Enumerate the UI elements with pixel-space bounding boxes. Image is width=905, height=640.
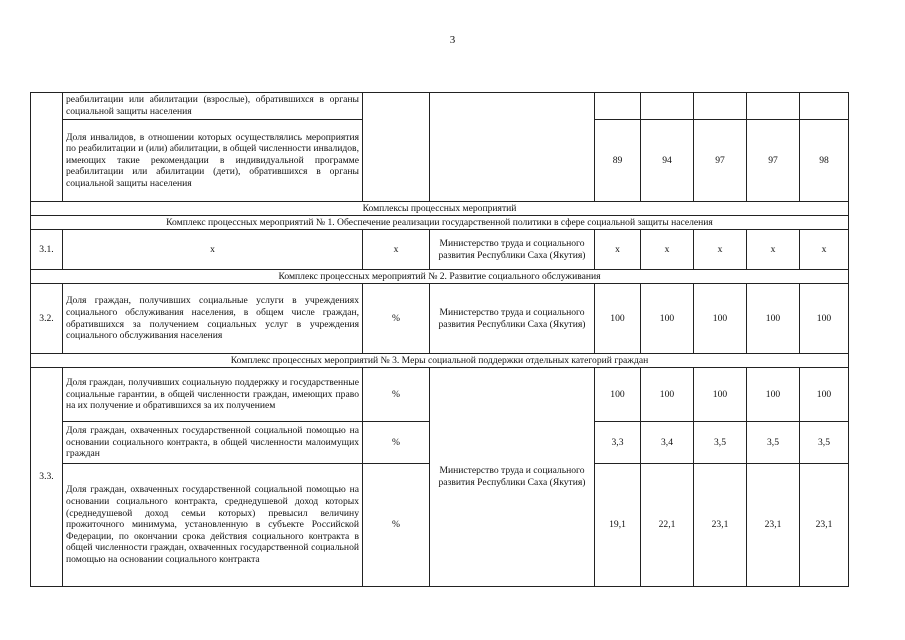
row-number-cell: 3.3. (31, 368, 63, 587)
unit-cell: % (363, 368, 430, 422)
indicator-cell: Доля граждан, получивших социальные услуги в учреждениях социального обслуживания населения, в общем числе граждан, обратившихся за получением социальных услуг в учреждения социального обслуживания населения (63, 284, 363, 354)
value-cell: 97 (747, 120, 800, 202)
value-cell: 23,1 (747, 464, 800, 587)
value-cell (641, 93, 694, 120)
indicator-cell: Доля граждан, охваченных государственной социальной помощью на основании социального контракта, в общей численности малоимущих граждан (63, 422, 363, 464)
responsible-cell: Министерство труда и социального развития Республики Саха (Якутия) (430, 284, 595, 354)
page-number: 3 (449, 34, 456, 46)
row-number-cell: 3.2. (31, 284, 63, 354)
indicators-table (30, 92, 849, 587)
unit-cell: % (363, 284, 430, 354)
unit-cell (363, 93, 430, 202)
unit-cell: % (363, 464, 430, 587)
row-number-cell: 3.1. (31, 230, 63, 270)
indicator-cell: реабилитации или абилитации (взрослые), обратившихся в органы социальной защиты населения (63, 93, 363, 120)
indicator-cell: Доля граждан, охваченных государственной социальной помощью на основании социального контракта, среднедушевой доход которых (среднедушевой доход семьи которых) превысил величину прожиточного минимума, установленную в субъекте Российской Федерации, по окончании срока действия социального контракта в общей численности граждан, охваченных государственной социальной помощью на основании социального контракта (63, 464, 363, 587)
value-cell: 3,5 (694, 422, 747, 464)
complex-heading: Комплекс процессных мероприятий № 1. Обеспечение реализации государственной политики в сфере социальной защиты населения (31, 216, 849, 230)
value-cell: 100 (800, 284, 849, 354)
section-row (31, 202, 849, 216)
value-cell: 100 (747, 284, 800, 354)
value-cell: 97 (694, 120, 747, 202)
responsible-cell (430, 93, 595, 202)
indicator-cell: х (63, 230, 363, 270)
value-cell: 100 (694, 284, 747, 354)
section-row (31, 216, 849, 230)
value-cell: х (800, 230, 849, 270)
value-cell (595, 93, 641, 120)
section-heading: Комплексы процессных мероприятий (31, 202, 849, 216)
responsible-cell: Министерство труда и социального развития Республики Саха (Якутия) (430, 230, 595, 270)
value-cell: 3,3 (595, 422, 641, 464)
value-cell: 100 (747, 368, 800, 422)
value-cell: 22,1 (641, 464, 694, 587)
complex-heading: Комплекс процессных мероприятий № 3. Меры социальной поддержки отдельных категорий граждан (31, 354, 849, 368)
value-cell: 3,5 (747, 422, 800, 464)
indicator-cell: Доля инвалидов, в отношении которых осуществлялись мероприятия по реабилитации и (или) абилитации, в общей численности инвалидов, имеющих такие рекомендации в индивидуальной программе реабилитации или абилитации (дети), обратившихся в органы социальной защиты населения (63, 120, 363, 202)
section-row (31, 354, 849, 368)
value-cell (800, 93, 849, 120)
section-row (31, 270, 849, 284)
indicator-cell: Доля граждан, получивших социальную поддержку и государственные социальные гарантии, в общей численности граждан, имеющих право на их получение и обратившихся за их получением (63, 368, 363, 422)
complex-heading: Комплекс процессных мероприятий № 2. Развитие социального обслуживания (31, 270, 849, 284)
value-cell: 100 (641, 368, 694, 422)
table-row (31, 368, 849, 422)
value-cell: 100 (800, 368, 849, 422)
value-cell: х (641, 230, 694, 270)
value-cell (747, 93, 800, 120)
value-cell: 19,1 (595, 464, 641, 587)
value-cell: 100 (694, 368, 747, 422)
value-cell: 100 (595, 284, 641, 354)
unit-cell: х (363, 230, 430, 270)
table-row (31, 93, 849, 120)
value-cell: 94 (641, 120, 694, 202)
value-cell: 3,4 (641, 422, 694, 464)
value-cell: 89 (595, 120, 641, 202)
value-cell: 98 (800, 120, 849, 202)
responsible-cell: Министерство труда и социального развития Республики Саха (Якутия) (430, 368, 595, 587)
value-cell: 100 (641, 284, 694, 354)
value-cell: х (595, 230, 641, 270)
row-number-cell (31, 93, 63, 202)
value-cell: 100 (595, 368, 641, 422)
unit-cell: % (363, 422, 430, 464)
table-row (31, 284, 849, 354)
table-row (31, 230, 849, 270)
value-cell: 23,1 (800, 464, 849, 587)
value-cell: х (747, 230, 800, 270)
value-cell: х (694, 230, 747, 270)
value-cell: 23,1 (694, 464, 747, 587)
value-cell (694, 93, 747, 120)
value-cell: 3,5 (800, 422, 849, 464)
